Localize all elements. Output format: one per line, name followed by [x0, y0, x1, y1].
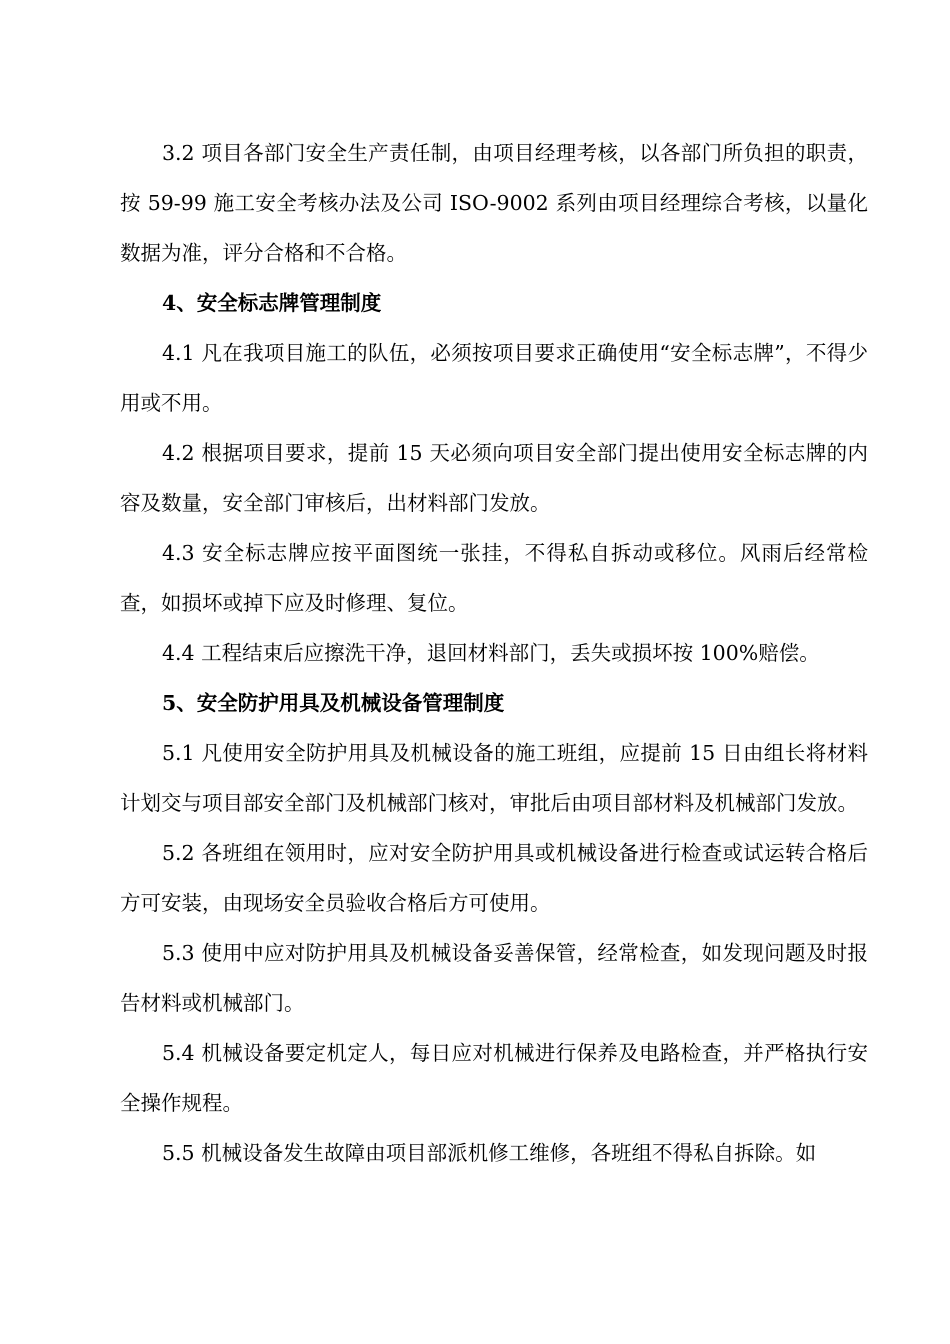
paragraph-4-2: 4.2 根据项目要求，提前 15 天必须向项目安全部门提出使用安全标志牌的内容及数量，安全部门审核后，出材料部门发放。 [120, 441, 868, 515]
paragraph-3-2: 3.2 项目各部门安全生产责任制，由项目经理考核，以各部门所负担的职责，按 59-99 施工安全考核办法及公司 ISO-9002 系列由项目经理综合考核，以量化数据为准，评分合格和不合格。 [120, 141, 868, 265]
section-heading-4: 4、安全标志牌管理制度 [162, 291, 382, 315]
paragraph-5-2: 5.2 各班组在领用时，应对安全防护用具或机械设备进行检查或试运转合格后方可安装，由现场安全员验收合格后方可使用。 [120, 841, 868, 915]
document-page [120, 128, 868, 1178]
paragraph-4-4: 4.4 工程结束后应擦洗干净，退回材料部门，丢失或损坏按 100%赔偿。 [162, 641, 820, 665]
paragraph-5-3: 5.3 使用中应对防护用具及机械设备妥善保管，经常检查，如发现问题及时报告材料或机械部门。 [120, 941, 868, 1015]
paragraph-4-1: 4.1 凡在我项目施工的队伍，必须按项目要求正确使用“安全标志牌”，不得少用或不用。 [120, 341, 868, 415]
section-heading-5: 5、安全防护用具及机械设备管理制度 [162, 691, 505, 715]
paragraph-4-3: 4.3 安全标志牌应按平面图统一张挂，不得私自拆动或移位。风雨后经常检查，如损坏或掉下应及时修理、复位。 [120, 541, 868, 615]
paragraph-5-4: 5.4 机械设备要定机定人，每日应对机械进行保养及电路检查，并严格执行安全操作规程。 [120, 1041, 868, 1115]
paragraph-5-1: 5.1 凡使用安全防护用具及机械设备的施工班组，应提前 15 日由组长将材料计划交与项目部安全部门及机械部门核对，审批后由项目部材料及机械部门发放。 [120, 741, 868, 815]
paragraph-5-5: 5.5 机械设备发生故障由项目部派机修工维修，各班组不得私自拆除。如 [162, 1141, 817, 1165]
